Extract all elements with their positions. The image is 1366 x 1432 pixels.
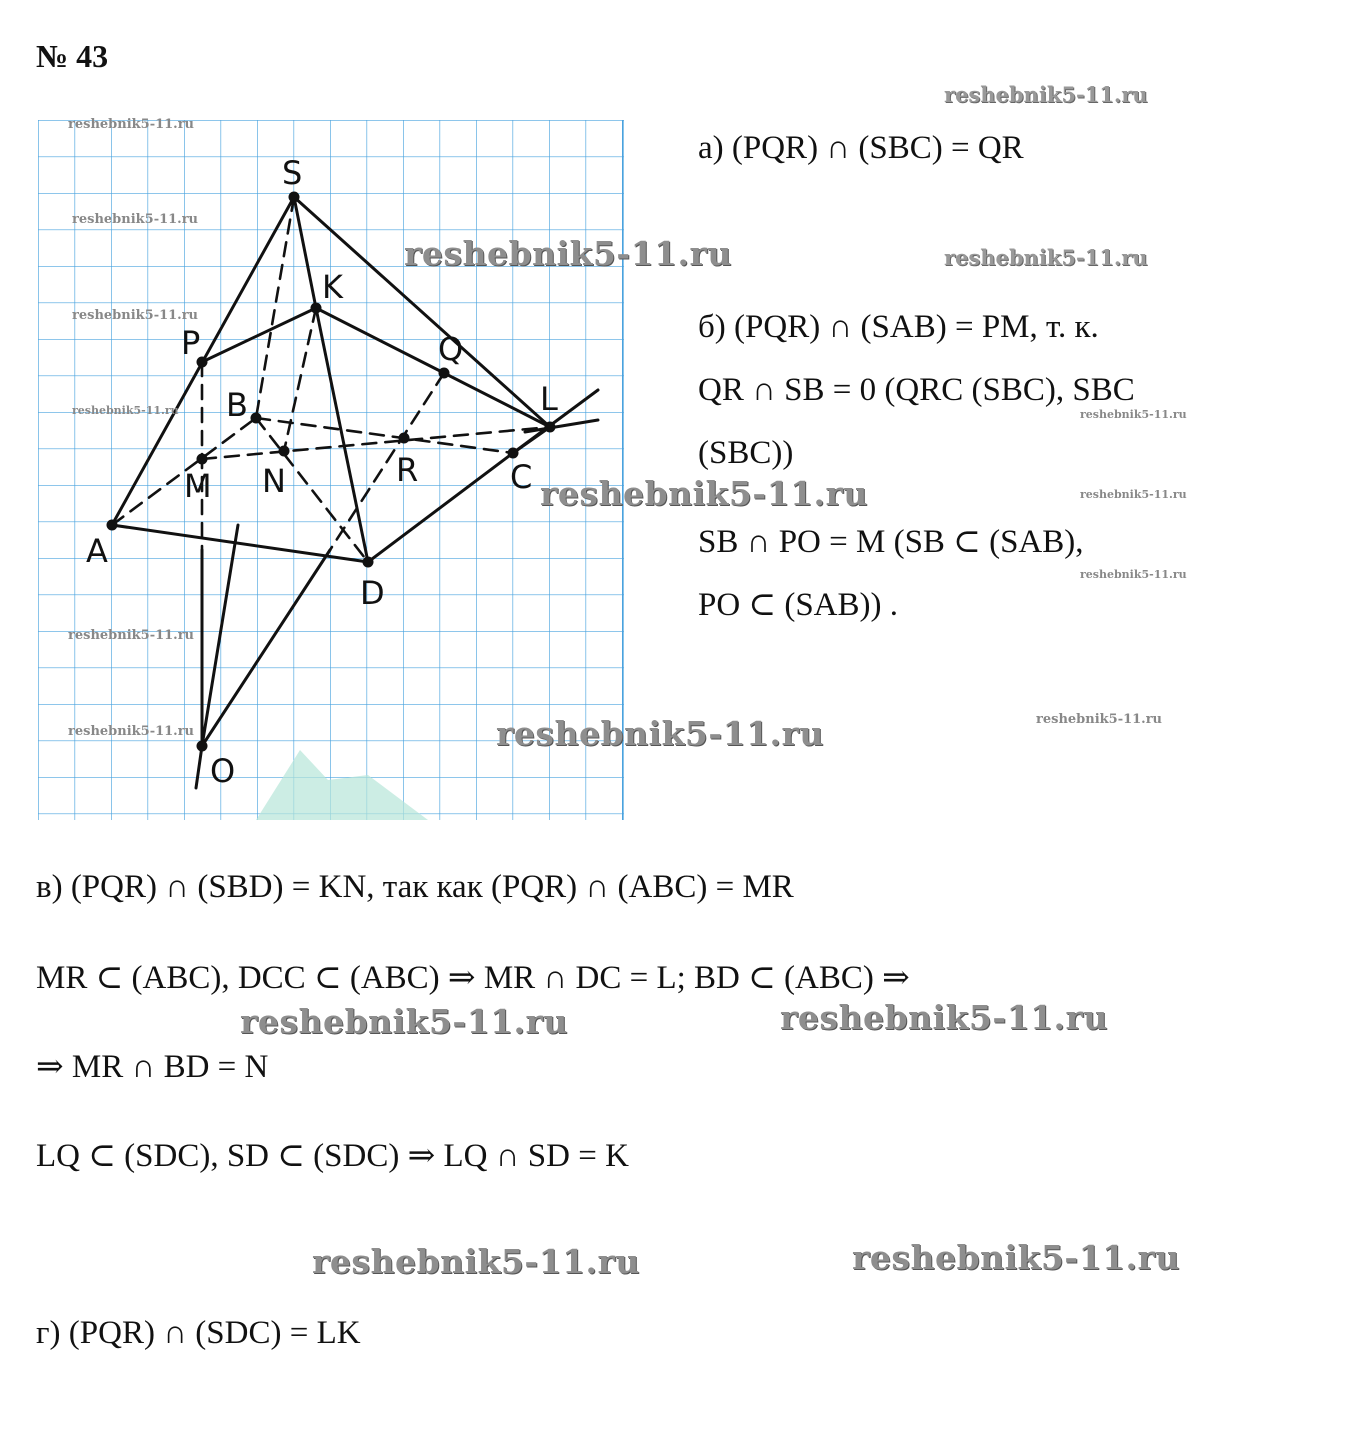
watermark-text: reshebnik5-11.ru [852,1238,1180,1277]
solution-b-line5: PO ⊂ (SAB)) . [698,587,898,623]
point-Q [439,368,450,379]
watermark-text: reshebnik5-11.ru [240,1002,568,1041]
label-O: O [210,752,236,790]
point-K [311,303,322,314]
solution-b-line2: QR ∩ SB = 0 (QRC (SBC), SBC [698,372,1135,408]
watermark-text: reshebnik5-11.ru [944,245,1148,270]
point-B [251,413,262,424]
point-M [197,454,208,465]
solution-g: г) (PQR) ∩ (SDC) = LK [36,1315,361,1351]
label-D: D [360,574,385,612]
solution-v-line3: ⇒ MR ∩ BD = N [36,1049,269,1085]
label-M: M [184,467,212,505]
solution-a: а) (PQR) ∩ (SBC) = QR [698,130,1024,166]
point-O [197,741,208,752]
point-C [508,448,519,459]
point-N [279,446,290,457]
watermark-text: reshebnik5-11.ru [944,82,1148,107]
point-D [363,557,374,568]
label-R: R [396,451,419,489]
solution-b-line3: (SBC)) [698,435,794,471]
watermark-text: reshebnik5-11.ru [68,117,195,132]
solution-b-line4: SB ∩ PO = M (SB ⊂ (SAB), [698,524,1084,560]
watermark-text: reshebnik5-11.ru [780,998,1108,1037]
solution-b-line1: б) (PQR) ∩ (SAB) = PM, т. к. [698,309,1099,345]
point-L [545,422,556,433]
watermark-text: reshebnik5-11.ru [72,308,199,323]
label-B: B [226,386,248,424]
watermark-text: reshebnik5-11.ru [496,714,824,753]
solution-v-line2: MR ⊂ (ABC), DCC ⊂ (ABC) ⇒ MR ∩ DC = L; BD ⊂ (ABC) ⇒ [36,960,910,996]
watermark-text: reshebnik5-11.ru [1080,568,1187,581]
point-S [289,192,300,203]
point-A [107,520,118,531]
watermark-text: reshebnik5-11.ru [68,628,195,643]
solution-v-line1: в) (PQR) ∩ (SBD) = KN, так как (PQR) ∩ (ABC) = MR [36,869,794,905]
point-R [399,433,410,444]
label-L: L [540,380,558,418]
label-N: N [262,462,286,500]
watermark-text: reshebnik5-11.ru [1080,488,1187,501]
watermark-text: reshebnik5-11.ru [68,724,195,739]
label-A: A [86,532,108,570]
watermark-text: reshebnik5-11.ru [1080,408,1187,421]
watermark-text: reshebnik5-11.ru [404,234,732,273]
problem-number: № 43 [36,38,109,74]
watermark-text: reshebnik5-11.ru [540,474,868,513]
watermark-text: reshebnik5-11.ru [1036,712,1163,727]
watermark-text: reshebnik5-11.ru [312,1242,640,1281]
label-S: S [282,154,303,192]
label-C: C [510,458,533,496]
label-P: P [181,324,201,362]
label-K: K [322,268,343,306]
watermark-text: reshebnik5-11.ru [72,212,199,227]
solution-v-line4: LQ ⊂ (SDC), SD ⊂ (SDC) ⇒ LQ ∩ SD = K [36,1138,629,1174]
label-Q: Q [438,330,464,368]
watermark-text: reshebnik5-11.ru [72,404,179,417]
